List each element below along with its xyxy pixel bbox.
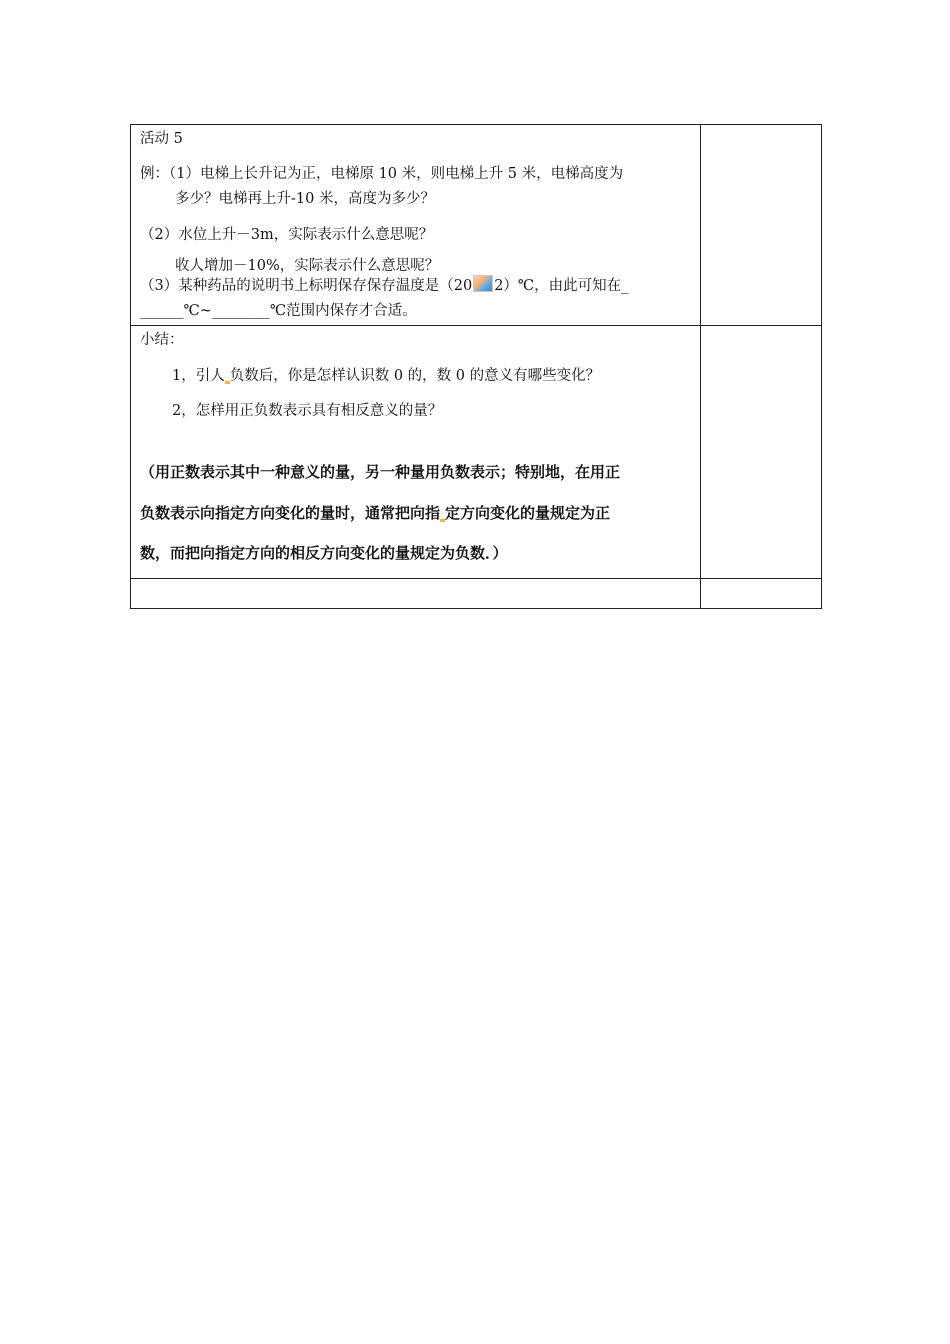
summary-item-1 — [172, 366, 600, 386]
summary-item-2: 2，怎样用正负数表示具有相反意义的量？ — [172, 403, 443, 419]
question-2-line-1: （2）水位上升－3m，实际表示什么意思呢？ — [140, 227, 434, 243]
summary-row — [131, 326, 822, 579]
question-3-line-2: ______℃~________℃范围内保存才合适。 — [140, 303, 417, 319]
answer-line-3: 数，而把向指定方向的相反方向变化的量规定为负数．） — [140, 544, 508, 562]
summary-side-cell — [701, 326, 822, 579]
question-1-line-1: 例：（1）电梯上长升记为正，电梯原 10 米，则电梯上升 5 米，电梯高度为 — [140, 166, 624, 182]
summary-cell — [131, 326, 701, 579]
activity-row — [131, 125, 822, 326]
question-3-text-b: 2）℃，由此可知在_ — [494, 278, 629, 294]
summary-item-1-text-a: 1，引人 — [172, 368, 225, 384]
question-3-line-1 — [140, 275, 628, 296]
summary-item-1-text-b: 负数后，你是怎样认识数 0 的，数 0 的意义有哪些变化？ — [229, 368, 601, 384]
question-3-text-a: （3）某种药品的说明书上标明保存保存温度是（20 — [140, 278, 473, 294]
answer-line-2-text-b: 定方向变化的量规定为正 — [445, 504, 611, 522]
empty-side-cell — [701, 579, 822, 609]
summary-heading: 小结： — [140, 332, 184, 348]
activity-side-cell — [701, 125, 822, 326]
lesson-table — [130, 124, 822, 609]
answer-line-1: （用正数表示其中一种意义的量，另一种量用负数表示；特别地，在用正 — [140, 463, 621, 481]
embedded-image-icon — [473, 275, 493, 292]
activity-cell — [131, 125, 701, 326]
empty-cell — [131, 579, 701, 609]
question-2-line-2: 收人增加－10%，实际表示什么意思呢？ — [175, 258, 440, 274]
answer-line-2-text-a: 负数表示向指定方向变化的量时，通常把向指 — [140, 504, 441, 522]
activity-heading: 活动 5 — [140, 131, 183, 147]
question-1-line-2: 多少？电梯再上升-10 米，高度为多少？ — [175, 191, 435, 207]
answer-line-2 — [140, 503, 610, 523]
empty-row — [131, 579, 822, 609]
